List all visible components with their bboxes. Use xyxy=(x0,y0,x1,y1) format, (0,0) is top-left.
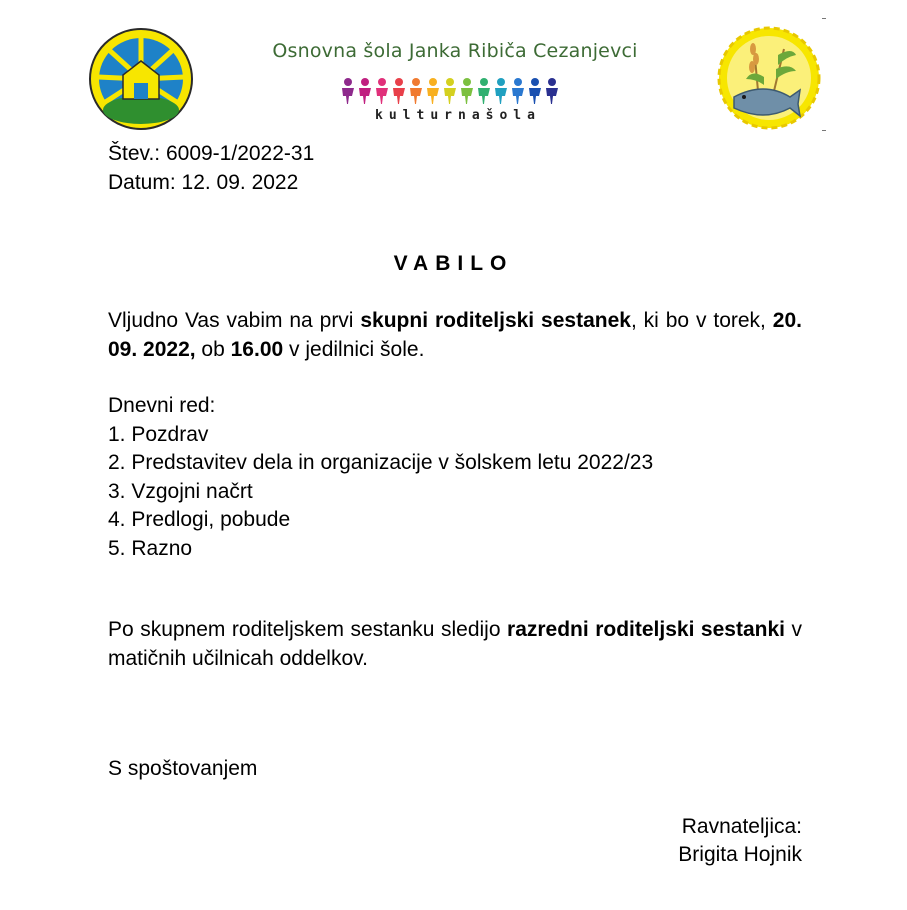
document-date: Datum: 12. 09. 2022 xyxy=(108,171,299,194)
signature-name: Brigita Hojnik xyxy=(678,843,802,866)
agenda-item: 4. Predlogi, pobude xyxy=(108,508,291,532)
wheat-fish-sun-logo xyxy=(712,25,826,131)
document-title: VABILO xyxy=(393,252,514,275)
document-number: Štev.: 6009-1/2022-31 xyxy=(108,142,315,165)
school-name: Osnovna šola Janka Ribiča Cezanjevci xyxy=(272,40,638,62)
agenda-item: 2. Predstavitev dela in organizacije v šolskem letu 2022/23 xyxy=(108,451,654,475)
meeting-time: 16.00 xyxy=(230,338,284,361)
culture-school-logo xyxy=(338,76,578,126)
closing-greeting: S spoštovanjem xyxy=(108,757,258,780)
document-meta xyxy=(108,139,314,197)
agenda-item: 5. Razno xyxy=(108,536,193,560)
people-chain-icon xyxy=(338,76,578,106)
agenda-heading: Dnevni red: xyxy=(108,394,216,417)
agenda-item: 3. Vzgojni načrt xyxy=(108,479,253,503)
crop-mark xyxy=(822,130,826,131)
meeting-type: skupni roditeljski sestanek xyxy=(360,309,631,332)
meeting-date: 20. 09. 2022, xyxy=(108,309,802,361)
school-house-sun-logo xyxy=(88,27,194,131)
followup-paragraph: Po skupnem roditeljskem sestanku sledijo razredni roditeljski sestanki v matičnih učilnicah oddelkov. xyxy=(108,618,802,670)
agenda-item: 1. Pozdrav xyxy=(108,422,209,446)
agenda xyxy=(108,392,653,564)
class-meetings: razredni roditeljski sestanki xyxy=(507,618,785,641)
signature-role: Ravnateljica: xyxy=(681,815,802,838)
invitation-paragraph: Vljudno Vas vabim na prvi skupni roditeljski sestanek, ki bo v torek, 20. 09. 2022, ob 16.00 v jedilnici šole. xyxy=(108,309,802,361)
culture-school-text: kulturnašola xyxy=(375,108,541,123)
crop-mark xyxy=(822,18,826,19)
signature-block xyxy=(678,813,802,869)
